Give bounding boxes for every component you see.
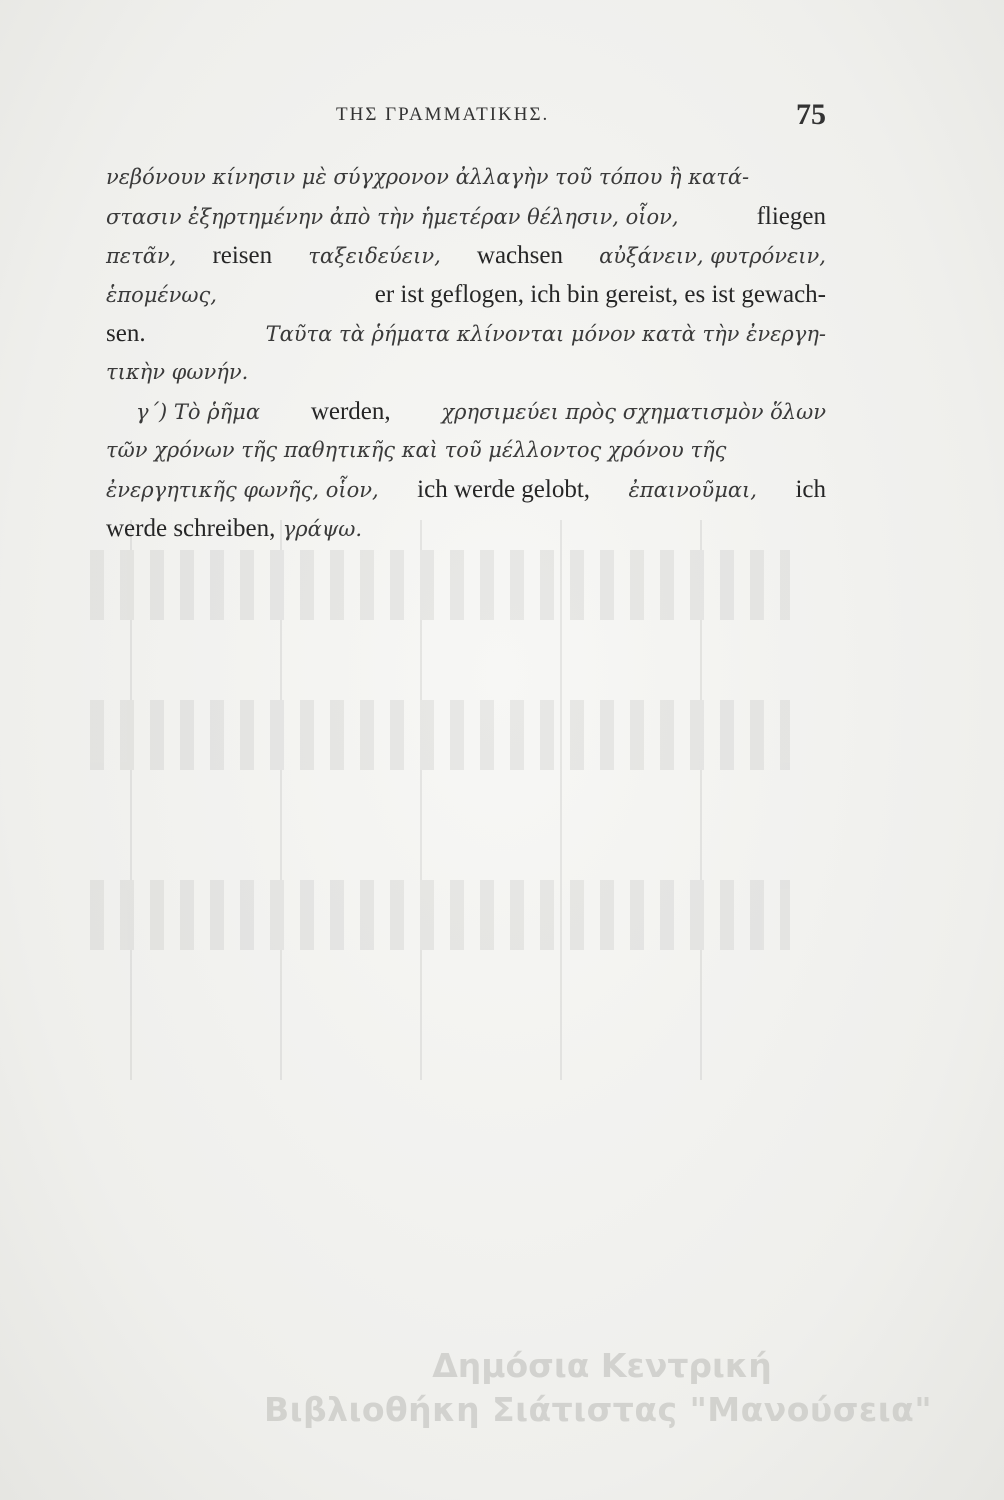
page-number: 75 (796, 98, 826, 131)
text-line (106, 236, 826, 275)
text-line (106, 392, 826, 431)
text-segment: wachsen (476, 242, 563, 269)
text-segment: πετᾶν, (106, 244, 177, 268)
text-line (106, 353, 826, 392)
text-segment: νεβόνουν κίνησιν μὲ σύγχρονον ἀλλαγὴν τοῦ τόπου ἢ κατά- (106, 165, 750, 189)
text-segment: ich (795, 476, 826, 503)
running-head (0, 98, 1004, 138)
text-segment: ἐπαινοῦμαι, (628, 478, 757, 502)
text-segment: sen. (106, 320, 146, 347)
text-segment: Ταῦτα τὰ ῥήματα κλίνονται μόνον κατὰ τὴν ἐνεργη- (265, 322, 826, 346)
text-line (106, 275, 826, 314)
text-line (106, 470, 826, 509)
body-text (106, 158, 826, 548)
library-watermark-line-1: Δημόσια Κεντρική (432, 1346, 772, 1385)
text-segment: ich werde gelobt, (417, 476, 591, 503)
text-segment: werde schreiben, (106, 515, 276, 542)
text-segment: ταξειδεύειν, (308, 244, 441, 268)
text-line (106, 314, 826, 353)
text-segment: τικὴν φωνήν. (106, 360, 249, 384)
text-segment: reisen (212, 242, 273, 269)
text-line (106, 158, 826, 197)
text-segment: er ist geflogen, ich bin gereist, es ist gewach- (374, 281, 826, 308)
text-segment: στασιν ἐξηρτημένην ἀπὸ τὴν ἡμετέραν θέλησιν, οἷον, (106, 205, 679, 229)
text-segment: αὐξάνειν, φυτρόνειν, (599, 244, 826, 268)
library-watermark-line-2: Βιβλιοθήκη Σιάτιστας "Μανούσεια" (263, 1390, 933, 1429)
text-segment: ἑπομένως, (106, 283, 217, 307)
text-line (106, 509, 826, 548)
reverse-side-bleed-through (90, 520, 790, 1080)
text-segment: fliegen (756, 203, 826, 230)
text-line (106, 197, 826, 236)
text-segment: χρησιμεύει πρὸς σχηματισμὸν ὅλων (441, 400, 826, 424)
running-title: ΤΗΣ ΓΡΑΜΜΑΤΙΚΗΣ. (336, 104, 550, 125)
text-segment: γράψω. (282, 517, 363, 541)
text-segment: werden, (310, 398, 391, 425)
text-segment: γ΄) Τὸ ῥῆμα (136, 400, 261, 424)
text-line (106, 431, 826, 470)
text-segment: ἐνεργητικῆς φωνῆς, οἷον, (106, 478, 379, 502)
text-segment: τῶν χρόνων τῆς παθητικῆς καὶ τοῦ μέλλοντος χρόνου τῆς (106, 438, 727, 462)
